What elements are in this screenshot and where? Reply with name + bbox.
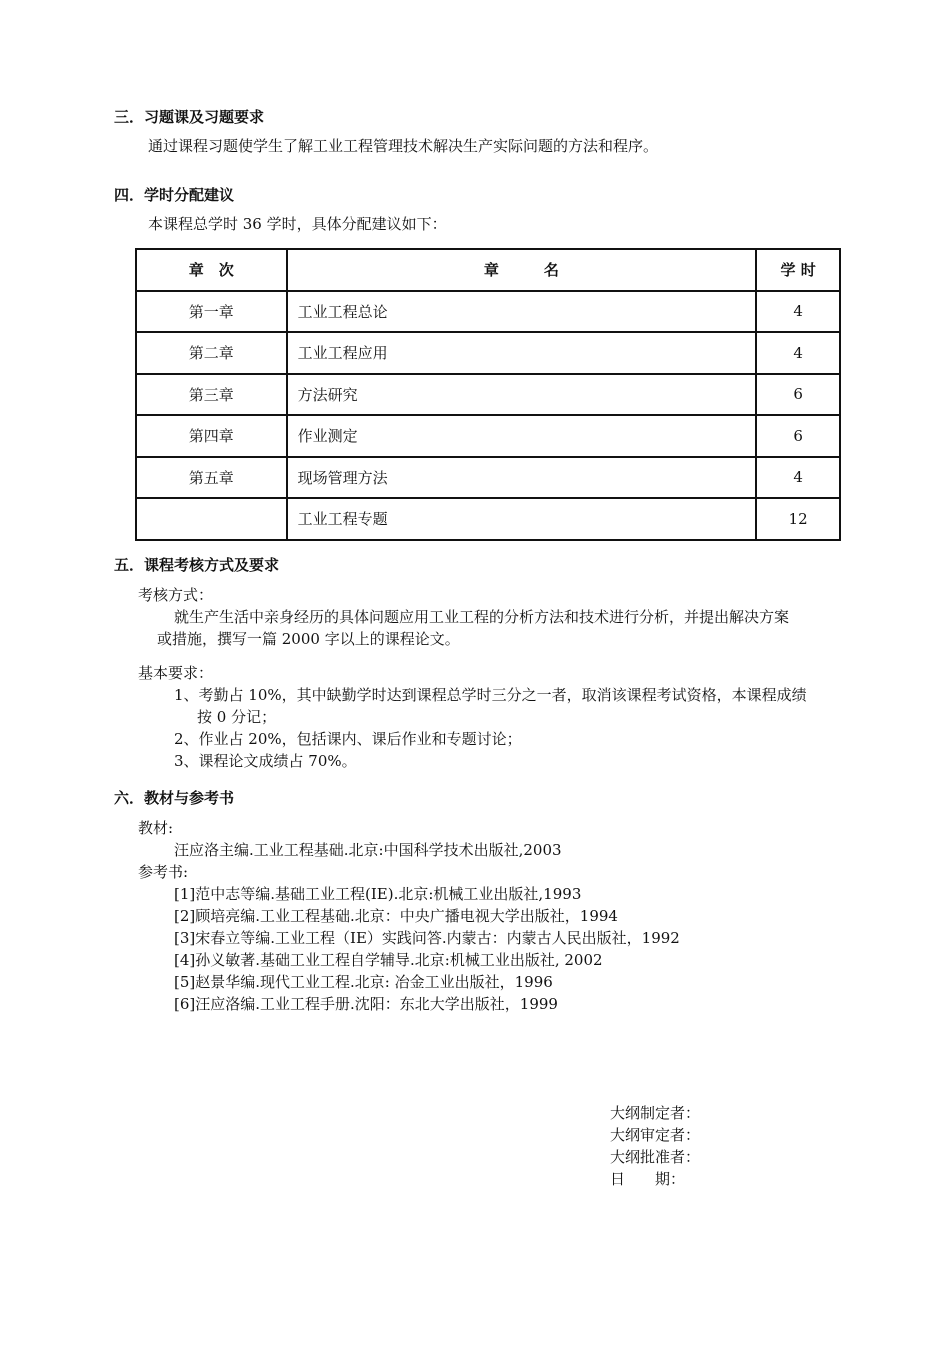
cell-name: 方法研究: [287, 374, 757, 416]
reference-item: [3]宋春立等编.工业工程（IE）实践问答.内蒙古：内蒙古人民出版社，1992: [174, 929, 680, 947]
cell-hours: 4: [756, 457, 840, 499]
section-3-heading: 三．习题课及习题要求: [114, 108, 265, 126]
cell-name: 工业工程专题: [287, 498, 757, 540]
table-row: [136, 498, 840, 540]
section-6-heading: 六．教材与参考书: [114, 789, 235, 807]
hours-table: [135, 248, 841, 541]
method-label: 考核方式：: [138, 586, 214, 604]
table-row: [136, 415, 840, 457]
header-name: 章 名: [287, 249, 757, 291]
cell-chapter: 第四章: [136, 415, 287, 457]
cell-chapter: 第五章: [136, 457, 287, 499]
requirement-1-line-2: 按 0 分记；: [197, 708, 277, 726]
section-3-text: 通过课程习题使学生了解工业工程管理技术解决生产实际问题的方法和程序。: [148, 137, 659, 155]
section-5-heading: 五．课程考核方式及要求: [114, 556, 280, 574]
cell-hours: 4: [756, 291, 840, 333]
cell-hours: 12: [756, 498, 840, 540]
cell-name: 工业工程应用: [287, 332, 757, 374]
method-line-2: 或措施，撰写一篇 2000 字以上的课程论文。: [157, 630, 460, 648]
section-4-intro: 本课程总学时 36 学时，具体分配建议如下：: [148, 215, 447, 233]
table-row: [136, 457, 840, 499]
reference-item: [2]顾培亮编.工业工程基础.北京：中央广播电视大学出版社，1994: [174, 907, 618, 925]
reference-item: [5]赵景华编.现代工业工程.北京: 冶金工业出版社，1996: [174, 973, 553, 991]
table-row: [136, 291, 840, 333]
cell-name: 现场管理方法: [287, 457, 757, 499]
outline-reviewer-label: 大纲审定者：: [610, 1126, 701, 1144]
outline-approver-label: 大纲批准者：: [610, 1148, 701, 1166]
requirements-label: 基本要求：: [138, 664, 214, 682]
requirement-1-line-1: 1、考勤占 10%，其中缺勤学时达到课程总学时三分之一者，取消该课程考试资格，本课程成绩: [174, 686, 807, 704]
cell-chapter: [136, 498, 287, 540]
cell-hours: 6: [756, 374, 840, 416]
reference-item: [1]范中志等编.基础工业工程(IE).北京:机械工业出版社,1993: [174, 885, 582, 903]
table-row: [136, 332, 840, 374]
date-label: 日 期：: [610, 1170, 686, 1188]
cell-hours: 6: [756, 415, 840, 457]
cell-name: 作业测定: [287, 415, 757, 457]
cell-name: 工业工程总论: [287, 291, 757, 333]
textbook-label: 教材:: [138, 819, 174, 837]
cell-chapter: 第三章: [136, 374, 287, 416]
cell-chapter: 第二章: [136, 332, 287, 374]
outline-maker-label: 大纲制定者：: [610, 1104, 701, 1122]
references-label: 参考书:: [138, 863, 189, 881]
table-header-row: [136, 249, 840, 291]
reference-item: [4]孙义敏著.基础工业工程自学辅导.北京:机械工业出版社, 2002: [174, 951, 603, 969]
requirement-3: 3、课程论文成绩占 70%。: [174, 752, 357, 770]
textbook-entry: 汪应洛主编.工业工程基础.北京:中国科学技术出版社,2003: [174, 841, 562, 859]
section-4-heading: 四．学时分配建议: [114, 186, 235, 204]
table-row: [136, 374, 840, 416]
requirement-2: 2、作业占 20%，包括课内、课后作业和专题讨论；: [174, 730, 522, 748]
header-chapter: 章 次: [136, 249, 287, 291]
header-hours: 学 时: [756, 249, 840, 291]
method-line-1: 就生产生活中亲身经历的具体问题应用工业工程的分析方法和技术进行分析，并提出解决方案: [174, 608, 790, 626]
cell-chapter: 第一章: [136, 291, 287, 333]
cell-hours: 4: [756, 332, 840, 374]
reference-item: [6]汪应洛编.工业工程手册.沈阳：东北大学出版社，1999: [174, 995, 558, 1013]
